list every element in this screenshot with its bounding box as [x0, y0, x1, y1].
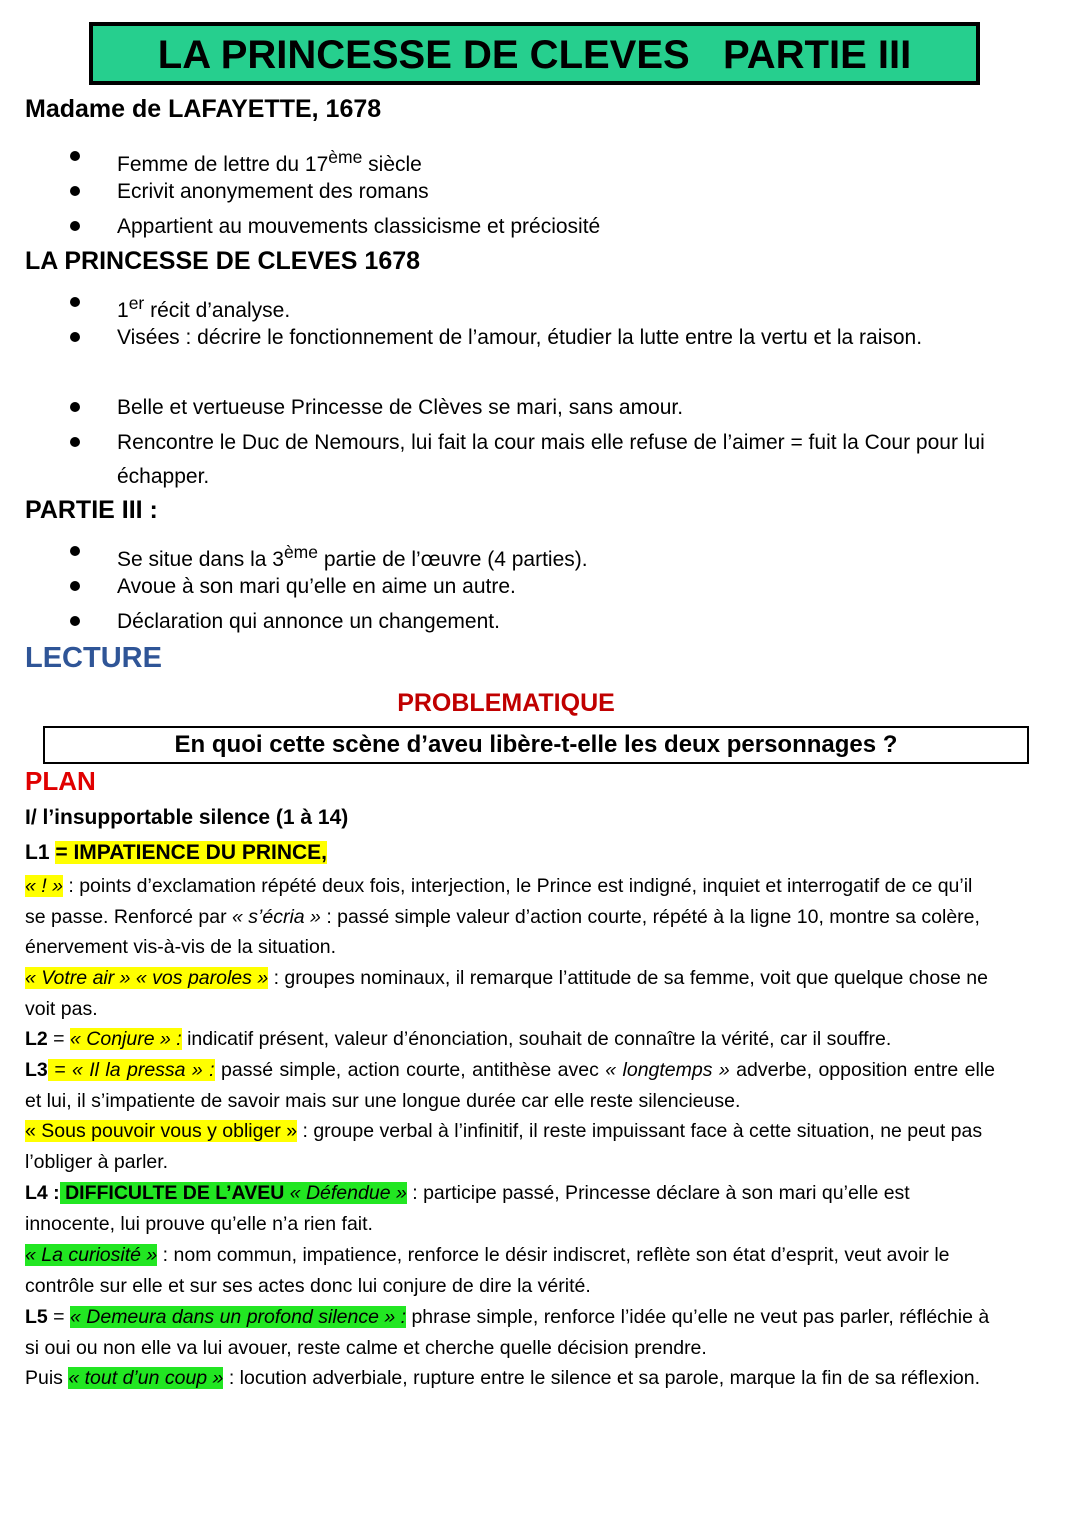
bullet-icon	[70, 186, 80, 196]
list-item-text: Ecrivit anonymement des romans	[117, 180, 429, 203]
analysis-paragraph	[25, 1116, 995, 1177]
analysis-paragraph	[25, 871, 995, 963]
bullet-icon	[70, 221, 80, 231]
bullet-icon	[70, 402, 80, 412]
work-heading: LA PRINCESSE DE CLEVES 1678	[25, 247, 421, 275]
paragraph-text: : groupes nominaux, il remarque l’attitude de sa femme, voit que quelque chose ne voit pas.	[25, 967, 988, 1020]
paragraph-text: indicatif présent, valeur d’énonciation, souhait de connaître la vérité, car il souffre.	[181, 1028, 892, 1050]
paragraph-text: : groupe verbal à l’infinitif, il reste impuissant face à cette situation, ne peut pas l’obliger à parler.	[25, 1120, 983, 1173]
list-item-text: Se situe dans la 3	[117, 548, 284, 571]
list-item-text: 1	[117, 299, 129, 322]
superscript: ème	[283, 542, 318, 562]
bullet-icon	[70, 332, 80, 342]
part-heading: PARTIE III :	[25, 496, 158, 524]
quote-highlight: « tout d’un coup »	[68, 1367, 224, 1389]
analysis-paragraph	[25, 1178, 995, 1239]
bullet-icon	[70, 581, 80, 591]
quote: « longtemps »	[605, 1059, 730, 1081]
paragraph-text: : points d’exclamation répété deux fois, interjection, le Prince est indigné, inquiet et interrogatif de ce qu’il se passe. Renforcé par	[25, 875, 973, 928]
analysis-paragraph	[25, 1024, 995, 1055]
bullet-icon	[70, 546, 80, 556]
analysis-paragraph	[25, 1240, 995, 1301]
line-label: L3	[25, 1059, 48, 1081]
paragraph-text: : locution adverbiale, rupture entre le silence et sa parole, marque la fin de sa réflexion.	[223, 1367, 981, 1389]
list-item-text: siècle	[362, 153, 422, 176]
list-item-text: Déclaration qui annonce un changement.	[117, 610, 500, 633]
list-item-text: Avoue à son mari qu’elle en aime un autre.	[117, 575, 516, 598]
quote-highlight: « Demeura dans un profond silence » :	[70, 1306, 407, 1328]
line-label: L1	[25, 841, 56, 864]
list-item-text: Femme de lettre du 17	[117, 153, 329, 176]
problematique-box: En quoi cette scène d’aveu libère-t-elle les deux personnages ?	[43, 726, 1029, 764]
quote-highlight: « Défendue »	[289, 1182, 407, 1204]
list-item-text: Appartient au mouvements classicisme et préciosité	[117, 215, 601, 238]
analysis-paragraph	[25, 1302, 995, 1363]
paragraph-text: =	[47, 1306, 70, 1328]
plan-heading: PLAN	[25, 766, 96, 796]
problematique-title: PROBLEMATIQUE	[397, 689, 615, 717]
bullet-icon	[70, 151, 80, 161]
paragraph-text: : passé simple valeur d’action courte, répété à la ligne 10, montre sa colère, énervement vis-à-vis de la situation.	[25, 905, 980, 958]
highlight: = IMPATIENCE DU PRINCE,	[55, 841, 328, 864]
list-item-text: partie de l’œuvre (4 parties).	[318, 548, 588, 571]
line-label: L4 :	[25, 1182, 60, 1204]
superscript: er	[128, 293, 145, 313]
author-heading: Madame de LAFAYETTE, 1678	[25, 95, 382, 123]
paragraph-text: phrase simple, renforce l’idée qu’elle ne veut pas parler, réfléchie à si oui ou non elle va lui avouer, reste calme et cherche quelle décision prendre.	[25, 1306, 990, 1359]
line-label: L2	[25, 1028, 48, 1050]
highlight: DIFFICULTE DE L’AVEU	[59, 1182, 290, 1204]
quote-highlight: « Votre air » « vos paroles »	[25, 967, 269, 989]
bullet-icon	[70, 297, 80, 307]
paragraph-text: : participe passé, Princesse déclare à son mari qu’elle est innocente, lui prouve qu’elle n’a rien fait.	[25, 1182, 910, 1235]
document-title: LA PRINCESSE DE CLEVES PARTIE III	[89, 22, 980, 85]
quote-highlight: « La curiosité »	[25, 1244, 158, 1266]
paragraph-text: =	[47, 1028, 70, 1050]
list-item-text: Visées : décrire le fonctionnement de l’amour, étudier la lutte entre la vertu et la raison.	[117, 326, 923, 349]
quote-highlight: « Conjure » :	[70, 1028, 182, 1050]
bullet-icon	[70, 616, 80, 626]
analysis-paragraph	[25, 1363, 995, 1394]
line-heading-l1	[25, 841, 327, 865]
quote-highlight: « Sous pouvoir vous y obliger »	[25, 1120, 298, 1142]
paragraph-text: passé simple, action courte, antithèse avec	[214, 1059, 606, 1081]
superscript: ème	[328, 147, 363, 167]
line-label: L5	[25, 1306, 48, 1328]
quote-highlight: « ! »	[25, 875, 63, 897]
quote-highlight: = « Il la pressa » :	[47, 1059, 215, 1081]
list-item-text: Belle et vertueuse Princesse de Clèves se mari, sans amour.	[117, 396, 684, 419]
section-heading: I/ l’insupportable silence (1 à 14)	[25, 806, 349, 829]
paragraph-text: : nom commun, impatience, renforce le désir indiscret, reflète son état d’esprit, veut avoir le contrôle sur elle et sur ses actes donc lui conjure de dire la vérité.	[25, 1244, 950, 1297]
paragraph-text: adverbe, opposition entre elle et lui, il s’impatiente de savoir mais sur une longue durée car elle reste silencieuse.	[25, 1059, 995, 1112]
list-item-text: récit d’analyse.	[144, 299, 291, 322]
analysis-paragraph	[25, 1055, 995, 1116]
quote: « s’écria »	[232, 905, 321, 928]
lecture-heading: LECTURE	[25, 642, 162, 674]
paragraph-text: Puis	[25, 1367, 69, 1389]
bullet-icon	[70, 437, 80, 447]
list-item-text: Rencontre le Duc de Nemours, lui fait la cour mais elle refuse de l’aimer = fuit la Cour pour lui échapper.	[117, 431, 985, 488]
analysis-paragraph	[25, 963, 995, 1024]
